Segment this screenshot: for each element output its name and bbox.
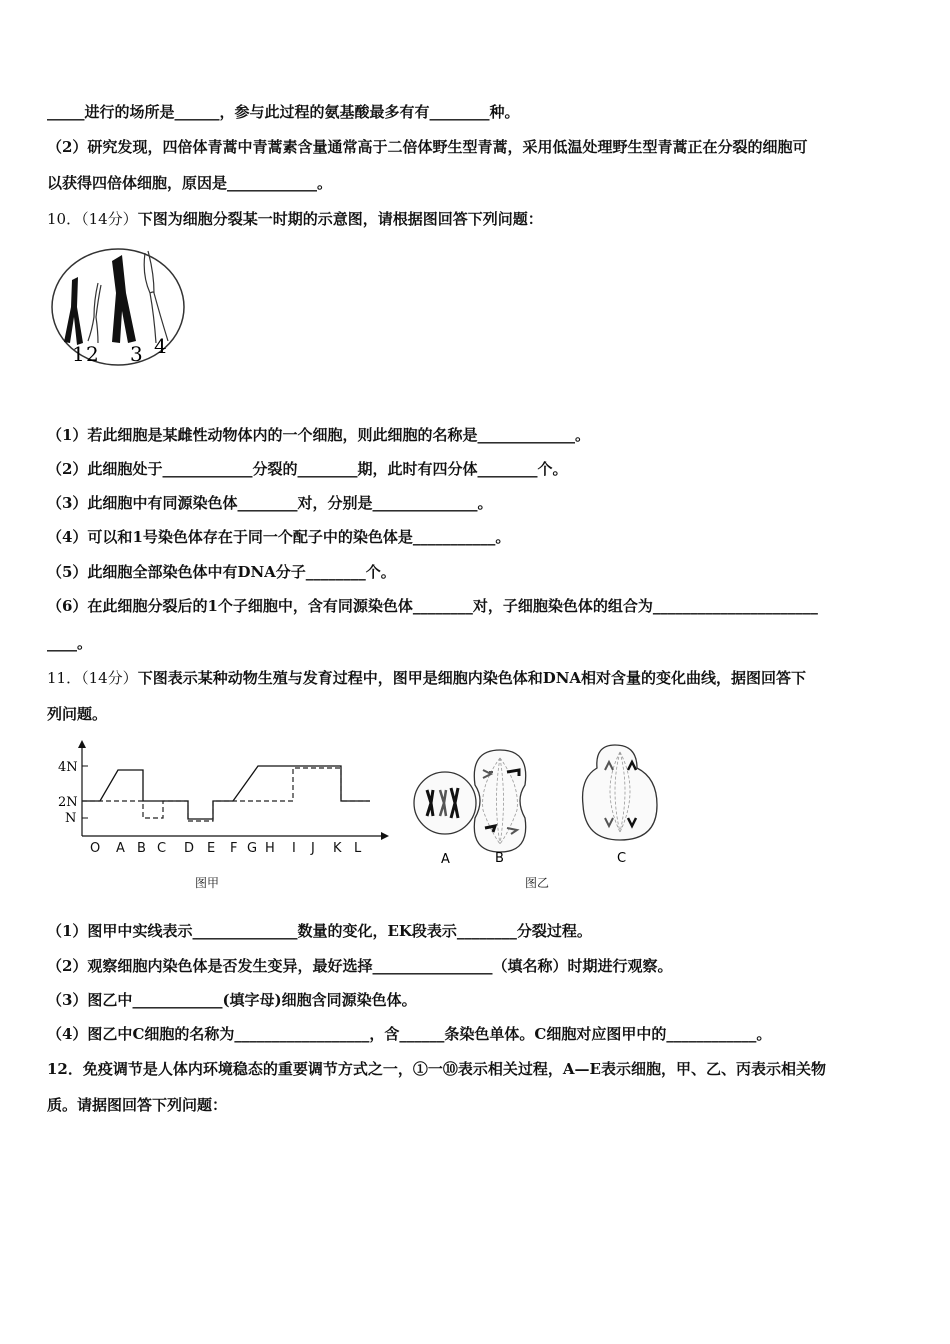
q10-sub-6-cont: ____。 — [47, 634, 93, 652]
x-axis-arrow — [381, 832, 389, 840]
q9-2-line-2: 以获得四倍体细胞，原因是____________。 — [47, 174, 333, 192]
x-tick-labels — [90, 841, 362, 855]
chrom-label-1: 1 — [72, 342, 85, 366]
caption-jia: 图甲 — [195, 876, 220, 890]
q10-sub-6: （6）在此细胞分裂后的1个子细胞中，含有同源染色体________对，子细胞染色体的组合为______________________ — [47, 597, 818, 615]
cell-c — [583, 745, 657, 840]
q10-sub-1: （1）若此细胞是某雌性动物体内的一个细胞，则此细胞的名称是_____________。 — [47, 426, 590, 444]
figure-jia-chart — [55, 740, 390, 855]
q10-heading — [47, 209, 543, 229]
cell-b — [474, 750, 525, 852]
q11-sub-3: （3）图乙中____________(填字母)细胞含同源染色体。 — [47, 991, 417, 1009]
q9-line-1: _____进行的场所是______，参与此过程的氨基酸最多有有________种。 — [47, 103, 520, 121]
x-tick-E: E — [207, 841, 216, 855]
x-tick-B: B — [137, 841, 146, 855]
q11-heading — [47, 668, 806, 688]
q10-sub-4: （4）可以和1号染色体存在于同一个配子中的染色体是___________。 — [47, 528, 511, 546]
q9-2-line-1: （2）研究发现，四倍体青蒿中青蒿素含量通常高于二倍体野生型青蒿，采用低温处理野生型青蒿正在分裂的细胞可 — [47, 138, 808, 156]
chrom-label-3: 3 — [130, 342, 143, 366]
x-tick-C: C — [157, 841, 167, 855]
y-tick-4N: 4N — [58, 760, 78, 775]
q10-sub-3: （3）此细胞中有同源染色体________对，分别是______________。 — [47, 494, 493, 512]
q11-sub-2: （2）观察细胞内染色体是否发生变异，最好选择________________（填名称）时期进行观察。 — [47, 957, 673, 975]
q10-sub-2: （2）此细胞处于____________分裂的________期，此时有四分体________个。 — [47, 460, 568, 478]
cell-label-c: C — [617, 851, 627, 866]
x-tick-O: O — [90, 841, 101, 855]
caption-yi: 图乙 — [525, 876, 550, 890]
y-axis-arrow — [78, 740, 86, 748]
chrom-label-4: 4 — [154, 334, 167, 358]
chromosome-1 — [64, 277, 83, 345]
x-tick-G: G — [247, 841, 258, 855]
q11-number: 11．（14分） — [47, 669, 138, 687]
q10-stem: 下图为细胞分裂某一时期的示意图，请根据图回答下列问题： — [137, 210, 543, 228]
q11-stem-2: 列问题。 — [47, 705, 108, 723]
cell-a — [414, 772, 476, 834]
chromosome-2 — [88, 283, 101, 343]
chromosome-3 — [112, 255, 136, 343]
x-tick-L: L — [354, 841, 362, 855]
x-tick-D: D — [184, 841, 195, 855]
y-tick-2N: 2N — [58, 795, 78, 810]
q12-stem: 12．免疫调节是人体内环境稳态的重要调节方式之一，①一⑩表示相关过程，A—E表示细胞，甲、乙、丙表示相关物 — [47, 1060, 826, 1078]
x-tick-H: H — [265, 841, 275, 855]
q11-stem: 下图表示某种动物生殖与发育过程中，图甲是细胞内染色体和DNA相对含量的变化曲线，据图回答下 — [137, 669, 807, 687]
dashed-curve — [82, 768, 370, 821]
figure-yi-cells — [405, 740, 670, 870]
q10-sub-5: （5）此细胞全部染色体中有DNA分子________个。 — [47, 563, 396, 581]
q11-sub-1: （1）图甲中实线表示______________数量的变化，EK段表示________分裂过程。 — [47, 922, 592, 940]
q12-stem-2: 质。请据图回答下列问题： — [47, 1096, 228, 1114]
x-tick-A: A — [116, 841, 125, 855]
chrom-label-2: 2 — [86, 342, 99, 366]
q11-sub-4: （4）图乙中C细胞的名称为__________________，含______条染色单体。C细胞对应图甲中的____________。 — [47, 1025, 772, 1043]
q10-number: 10．（14分） — [47, 210, 138, 228]
x-tick-J: J — [311, 841, 315, 855]
cell-label-b: B — [495, 851, 504, 866]
x-tick-F: F — [230, 841, 238, 855]
cell-label-a: A — [441, 852, 450, 867]
y-tick-N: N — [65, 811, 77, 826]
solid-curve — [82, 766, 370, 819]
x-tick-I: I — [292, 841, 296, 855]
q10-cell-figure — [50, 245, 190, 370]
x-tick-K: K — [333, 841, 342, 855]
